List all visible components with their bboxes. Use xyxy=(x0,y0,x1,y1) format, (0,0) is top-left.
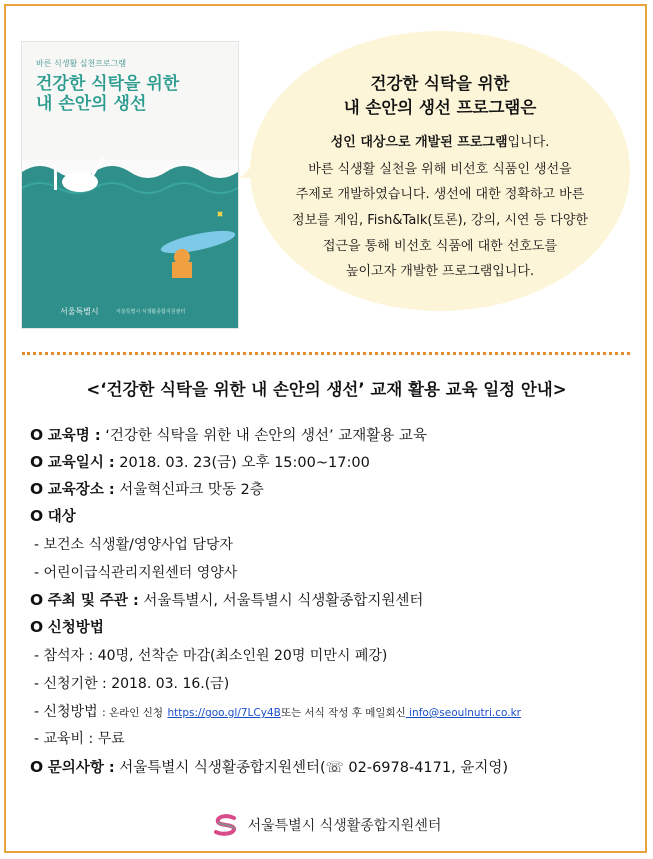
bullet: O xyxy=(30,591,44,609)
apply-link[interactable]: https://goo.gl/7LCy4B xyxy=(167,707,281,719)
date-value: 2018. 03. 23(금) 오후 15:00~17:00 xyxy=(119,455,370,471)
person-body-icon xyxy=(172,262,192,278)
book-cover xyxy=(22,42,238,328)
host-label: 주최 및 주관 : xyxy=(47,593,139,609)
bullet: O xyxy=(30,758,44,776)
footer-org-name: 서울특별시 식생활종합지원센터 xyxy=(247,818,442,834)
intro-paragraph-line6: 높이고자 개발한 프로그램입니다. xyxy=(345,264,535,279)
fork-icon xyxy=(54,164,57,190)
apply-email-link[interactable]: info@seoulnutri.co.kr xyxy=(405,707,521,719)
schedule-title: <‘건강한 식탁을 위한 내 손안의 생선’ 교재 활용 교육 일정 안내> xyxy=(86,380,567,399)
intro-paragraph-line4: 정보를 게임, Fish&Talk(토론), 강의, 시연 등 다양한 xyxy=(292,213,588,228)
host-value: 서울특별시, 서울특별시 식생활종합지원센터 xyxy=(143,593,424,609)
contact-label: 문의사항 : xyxy=(47,760,115,776)
contact-value: 서울특별시 식생활종합지원센터(☏ 02-6978-4171, 윤지영) xyxy=(119,760,508,776)
bullet: O xyxy=(30,426,44,444)
intro-paragraph-line5: 접근을 통해 비선호 식품에 대한 선호도를 xyxy=(322,239,558,254)
target-item: - 어린이급식관리지원센터 영양사 xyxy=(34,565,238,581)
intro-heading-line1: 건강한 식탁을 위한 xyxy=(370,74,510,93)
intro-bold-suffix: 입니다. xyxy=(507,135,550,150)
apply-label: 신청방법 xyxy=(47,620,104,636)
bullet: O xyxy=(30,507,44,525)
intro-paragraph-line1 xyxy=(270,131,610,150)
cover-title: 건강한 식탁을 위한 내 손안의 생선 xyxy=(36,74,180,114)
apply-deadline: - 신청기한 : 2018. 03. 16.(금) xyxy=(34,676,230,692)
bullet: O xyxy=(30,618,44,636)
apply-fee: - 교육비 : 무료 xyxy=(34,731,125,747)
date-label: 교육일시 : xyxy=(47,455,115,471)
intro-paragraph-line2: 바른 식생활 실천을 위해 비선호 식품인 생선을 xyxy=(308,162,572,177)
footer xyxy=(0,814,653,840)
row-place xyxy=(30,478,264,499)
cover-subtitle: 바른 식생활 실천프로그램 xyxy=(36,59,127,68)
dotted-divider xyxy=(22,352,630,355)
target-item: - 보건소 식생활/영양사업 담당자 xyxy=(34,537,233,553)
row-contact xyxy=(30,756,508,777)
row-date xyxy=(30,451,370,472)
intro-bold-phrase: 성인 대상으로 개발된 프로그램 xyxy=(330,135,508,150)
row-apply xyxy=(30,616,104,637)
place-value: 서울혁신파크 맛동 2층 xyxy=(119,482,264,498)
program-name-value: ‘건강한 식탁을 위한 내 손안의 생선’ 교재활용 교육 xyxy=(105,428,427,444)
bullet: O xyxy=(30,453,44,471)
cover-seoul-logo: 서울특별시 xyxy=(60,307,99,316)
bullet: O xyxy=(30,480,44,498)
intro-heading-line2: 내 손안의 생선 프로그램은 xyxy=(343,98,537,117)
apply-method xyxy=(34,701,521,721)
apply-method-online: : 온라인 신청 xyxy=(102,707,163,719)
row-host xyxy=(30,589,423,610)
center-logo-icon xyxy=(212,814,242,836)
place-label: 교육장소 : xyxy=(47,482,115,498)
row-program-name xyxy=(30,424,427,445)
apply-capacity: - 참석자 : 40명, 선착순 마감(최소인원 20명 미만시 폐강) xyxy=(34,648,388,664)
row-target xyxy=(30,505,76,526)
apply-method-mid: 또는 서식 작성 후 메일회신 xyxy=(280,707,406,719)
target-label: 대상 xyxy=(47,509,76,525)
footer-logo-group xyxy=(212,814,442,836)
program-name-label: 교육명 : xyxy=(47,428,101,444)
cover-sea-illustration xyxy=(22,142,238,328)
apply-method-prefix: - 신청방법 xyxy=(34,704,98,720)
cover-footer-org: 서울특별시 식생활종합지원센터 xyxy=(116,309,186,315)
intro-paragraph-line3: 주제로 개발하였습니다. 생선에 대한 정확하고 바른 xyxy=(295,187,585,202)
